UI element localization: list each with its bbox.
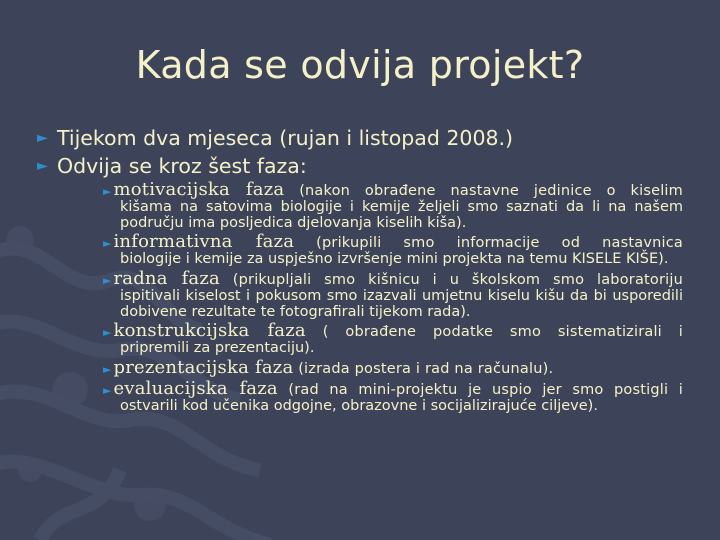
bullet-text: Tijekom dva mjeseca (rujan i listopad 2008.) <box>57 126 514 150</box>
phase-head-text: (nakon obrađene nastavne jedinice o kiselim <box>284 183 683 199</box>
bullet-text: Odvija se kroz šest faza: <box>57 154 307 178</box>
triangle-bullet-icon: ► <box>103 237 112 251</box>
phase-word: faza <box>229 179 285 200</box>
phase-description: ostvarili kod učenika odgojne, obrazovne i socijalizirajuće ciljeve). <box>120 397 598 414</box>
phase-head <box>229 179 683 200</box>
triangle-bullet-icon: ► <box>37 130 48 146</box>
phase-item-konstrukcijska <box>103 320 683 357</box>
triangle-bullet-icon: ► <box>103 326 112 340</box>
phase-list <box>103 179 683 417</box>
phase-item-informativna <box>103 231 683 268</box>
triangle-bullet-icon: ► <box>103 185 112 198</box>
phase-description: kišama na satovima biologije i kemije željeli smo saznati da li na našem području ima posljedica djelovanja kiselih kiša). <box>120 198 683 231</box>
phase-head <box>167 267 683 289</box>
phase-term: informativna <box>113 231 233 253</box>
main-bullet-list <box>37 124 697 180</box>
phase-head-text: ( obrađene podatke smo sistematizirali i <box>305 324 683 341</box>
phase-description: ispitivali kiselost i pokusom smo izazvali umjetnu kiselu kišu da bi usporedili dobivene rezultate te fotografirali tijekom rada). <box>120 287 683 320</box>
phase-head <box>249 356 554 378</box>
phase-term: konstrukcijska <box>113 320 250 342</box>
phase-head-text: (rad na mini-projektu je uspio jer smo postigli i <box>277 381 683 398</box>
phase-item-evaluacijska <box>103 377 683 415</box>
triangle-bullet-icon: ► <box>37 158 48 174</box>
triangle-bullet-icon: ► <box>103 273 112 287</box>
triangle-bullet-icon: ► <box>103 362 112 376</box>
phase-head <box>227 377 683 399</box>
phase-word: faza <box>167 267 220 289</box>
phase-description: biologije i kemije za uspješno izvršenje mini projekta na temu KISELE KIŠE). <box>120 251 669 268</box>
bullet-item <box>37 152 697 180</box>
phase-description: pripremili za prezentaciju). <box>120 340 315 357</box>
phase-item-prezentacijska <box>103 356 683 378</box>
phase-term: prezentacijska <box>113 356 250 378</box>
phase-head <box>249 320 683 342</box>
phase-head <box>232 231 683 253</box>
phase-word: faza <box>227 377 278 399</box>
triangle-bullet-icon: ► <box>103 383 112 397</box>
slide-title: Kada se odvija projekt? <box>135 43 585 87</box>
phase-word: faza <box>249 356 294 378</box>
phase-head-text: (prikupili smo informacije od nastavnica <box>294 235 683 252</box>
phase-item-radna <box>103 267 683 320</box>
phase-term: motivacijska <box>113 179 230 200</box>
phase-head-text: (izrada postera i rad na računalu). <box>293 360 554 377</box>
bullet-item <box>37 124 697 152</box>
phase-term: radna <box>113 267 168 289</box>
phase-word: faza <box>249 320 306 342</box>
phase-term: evaluacijska <box>113 377 228 399</box>
phase-head-text: (prikupljali smo kišnicu i u školskom smo laboratoriju <box>219 271 683 288</box>
phase-item-motivacijska <box>103 179 683 231</box>
phase-word: faza <box>232 231 295 253</box>
